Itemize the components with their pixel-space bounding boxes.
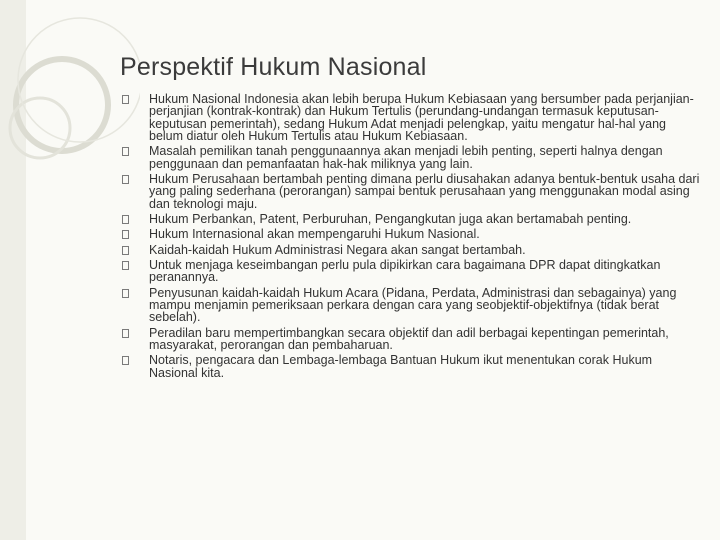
- list-item: [122, 244, 702, 256]
- list-item: [122, 173, 702, 210]
- list-item: [122, 213, 702, 225]
- bullet-marker-icon: [122, 215, 129, 224]
- bullet-text: Kaidah-kaidah Hukum Administrasi Negara akan sangat bertambah.: [149, 242, 526, 257]
- list-item: [122, 354, 702, 379]
- bullet-text: Hukum Perusahaan bertambah penting dimana perlu diusahakan adanya bentuk-bentuk usaha dari yang paling sederhana (perorangan) sampai bentuk perusahaan yang menggunakan modal asing dan teknologi maju.: [149, 171, 700, 211]
- bullet-text: Penyusunan kaidah-kaidah Hukum Acara (Pidana, Perdata, Administrasi dan sebagainya) yang mampu menjamin pemeriksaan perkara dengan cara yang seobjektif-objektifnya (tidak berat sebelah).: [149, 285, 677, 325]
- list-item: [122, 145, 702, 170]
- bullet-marker-icon: [122, 356, 129, 365]
- bullet-text: Hukum Nasional Indonesia akan lebih berupa Hukum Kebiasaan yang bersumber pada perjanjian-perjanjian (kontrak-kontrak) dan Hukum Tertulis (perundang-undangan termasuk keputusan-keputusan pemerintah), sedang Hukum Adat menjadi pelengkap, yaitu mengatur hal-hal yang belum diatur oleh Hukum Tertulis atau Hukum Kebiasaan.: [149, 92, 694, 143]
- bullet-marker-icon: [122, 147, 129, 156]
- list-item: [122, 259, 702, 284]
- list-item: [122, 327, 702, 352]
- bullet-marker-icon: [122, 289, 129, 298]
- bullet-text: Untuk menjaga keseimbangan perlu pula dipikirkan cara bagaimana DPR dapat ditingkatkan peranannya.: [149, 258, 661, 285]
- bullet-text: Hukum Internasional akan mempengaruhi Hukum Nasional.: [149, 227, 480, 242]
- bullet-marker-icon: [122, 95, 129, 104]
- bullet-marker-icon: [122, 329, 129, 338]
- bullet-marker-icon: [122, 175, 129, 184]
- bullet-text: Masalah pemilikan tanah penggunaannya akan menjadi lebih penting, seperti halnya dengan penggunaan dan pemanfaatan hak-hak miliknya yang lain.: [149, 144, 663, 171]
- decorative-circles: [0, 0, 140, 540]
- list-item: [122, 228, 702, 240]
- bullet-text: Hukum Perbankan, Patent, Perburuhan, Pengangkutan juga akan bertamabah penting.: [149, 211, 632, 226]
- slide-title: Perspektif Hukum Nasional: [120, 53, 427, 81]
- bullet-marker-icon: [122, 261, 129, 270]
- list-item: [122, 93, 702, 142]
- bullet-marker-icon: [122, 230, 129, 239]
- list-item: [122, 287, 702, 324]
- bullet-list: [122, 93, 702, 382]
- bullet-marker-icon: [122, 246, 129, 255]
- bullet-text: Peradilan baru mempertimbangkan secara objektif dan adil berbagai kepentingan pemerintah, masyarakat, perorangan dan pembaharuan.: [149, 325, 669, 353]
- bullet-text: Notaris, pengacara dan Lembaga-lembaga Bantuan Hukum ikut menentukan corak Hukum Nasional kita.: [149, 353, 653, 380]
